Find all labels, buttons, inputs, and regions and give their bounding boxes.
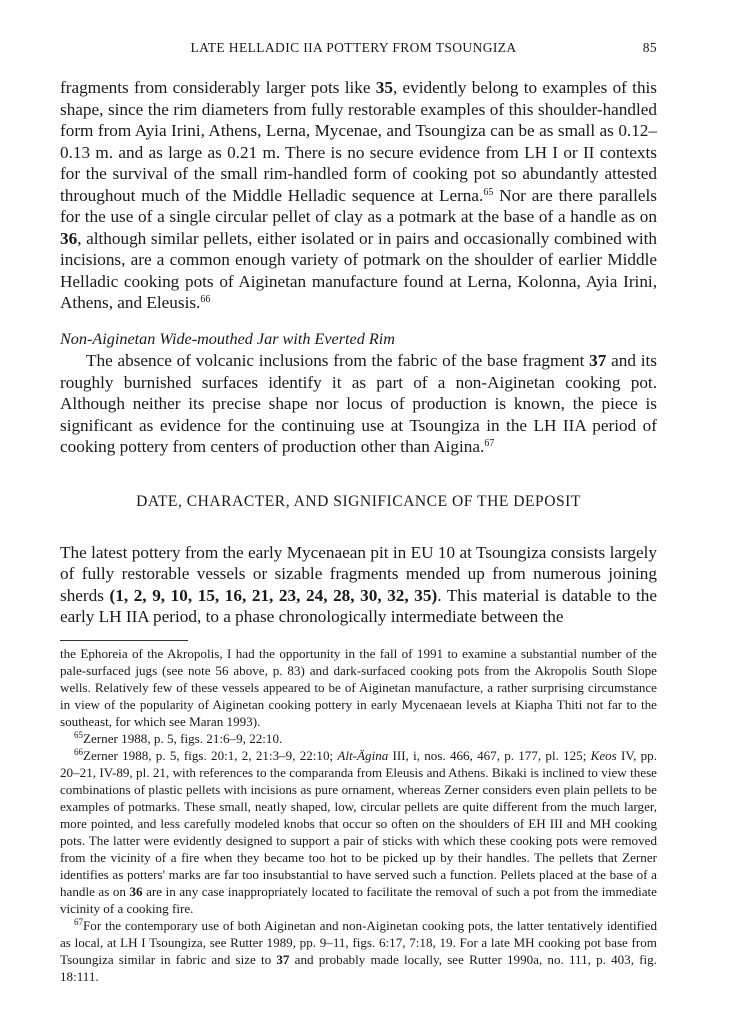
paragraph-deposit-date: The latest pottery from the early Mycenaean pit in EU 10 at Tsoungiza consists largely of fully restorable vessels or sizable fragments mended up from numerous joining sherds (1, 2, 9, 10, 15, 16, 21, 23, 24, 28, 30, 32, 35). This material is datable to the early LH IIA period, to a phase chronologically intermediate between the (60, 542, 658, 626)
page-number: 85 (642, 40, 657, 55)
footnote-ref-67[interactable]: 67 (484, 438, 495, 449)
paragraph-cooking-pots: fragments from considerably larger pots like 35, evidently belong to examples of this shape, since the rim diameters from fully restorable examples of this shoulder-handled form from Ayia Irini, Athens, Lerna, Mycenae, and Tsoungiza can be as small as 0.12–0.13 m. and as large as 0.21 m. There is no secure evidence from LH I or II contexts for the survival of the small rim-handled form of cooking pot so abundantly attested throughout much of the Middle Helladic sequence at Lerna.$^{65}$ Nor are there parallels for the use of a single circular pellet of clay as a potmark at the base of a handle as on 36, although similar pellets, either isolated or in pairs and occasionally combined with incisions, are a common enough variety of potmark on the shoulder of earlier Middle Helladic cooking pots of Aiginetan manufacture found at Lerna, Kolonna, Ayia Irini, Athens, and Eleusis.$^{66}$ (60, 78, 657, 312)
footnote-65: $^{65}$Zerner 1988, p. 5, figs. 21:6–9, 22:10. (74, 729, 283, 746)
page (60, 40, 657, 1000)
running-title: LATE HELLADIC IIA POTTERY FROM TSOUNGIZA (190, 40, 517, 55)
footnote-ref-66[interactable]: 66 (200, 294, 211, 305)
footnote-divider (60, 640, 188, 641)
paragraph-non-aiginetan: The absence of volcanic inclusions from the fabric of the base fragment 37 and its roughly burnished surfaces identify it as part of a non-Aiginetan cooking pot. Although neither its precise shape nor locus of production is known, the piece is significant as evidence for the continuing use at Tsoungiza in the LH IIA period of cooking pottery from centers of production other than Aigina.$^{67}$ (60, 351, 657, 456)
footnote-67: $^{67}$For the contemporary use of both Aiginetan and non-Aiginetan cooking pots, the latter tentatively identified as local, at LH I Tsoungiza, see Rutter 1989, pp. 9–11, figs. 6:17, 7:18, 19. For a late MH cooking pot base from Tsoungiza similar in fabric and size to 37 and probably made locally, see Rutter 1990a, no. 111, p. 403, fig. 18:111. (60, 916, 657, 984)
footnote-66: $^{66}$Zerner 1988, p. 5, figs. 20:1, 2, 21:3–9, 22:10; Alt-Ägina III, i, nos. 466, 467, p. 177, pl. 125; Keos IV, pp. 20–21, IV-89, pl. 21, with references to the comparanda from Eleusis and Athens. Bikaki is inclined to view these combinations of plastic pellets with incisions as pure ornament, whereas Zerner considers even plain pellets to be examples of potmarks. These small, neatly shaped, low, circular pellets are quite different from the much larger, more pointed, and less carefully modeled knobs that occur so often on the shoulders of EH III and MH cooking pots. The latter were evidently designed to support a pair of sticks with which these cooking pots were removed from the vicinity of a fire when they became too hot to be picked up by their handles. The pellets that Zerner identifies as potters' marks are far too insubstantial to have served such a function. Pellets placed at the base of a handle as on 36 are in any case inappropriately located to facilitate the removal of such a pot from the immediate vicinity of a cooking fire. (60, 746, 657, 916)
running-head (60, 40, 657, 60)
footnote-ref-65[interactable]: 65 (483, 186, 494, 198)
footnote-continuation: the Ephoreia of the Akropolis, I had the opportunity in the fall of 1991 to examine a substantial number of the pale-surfaced jugs (see note 56 above, p. 83) and dark-surfaced cooking pots from the Akropolis South Slope wells. Relatively few of these vessels appeared to be of Aiginetan manufacture, a rather surprising circumstance in view of the popularity of Aiginetan cooking pottery in early Mycenaean levels at Kiapha Thiti not far to the southeast, for which see Maran 1993). (60, 645, 657, 729)
section-heading: DATE, CHARACTER, AND SIGNIFICANCE OF THE DEPOSIT (136, 492, 581, 510)
subheading-non-aiginetan-jar: Non-Aiginetan Wide-mouthed Jar with Everted Rim (60, 329, 395, 348)
